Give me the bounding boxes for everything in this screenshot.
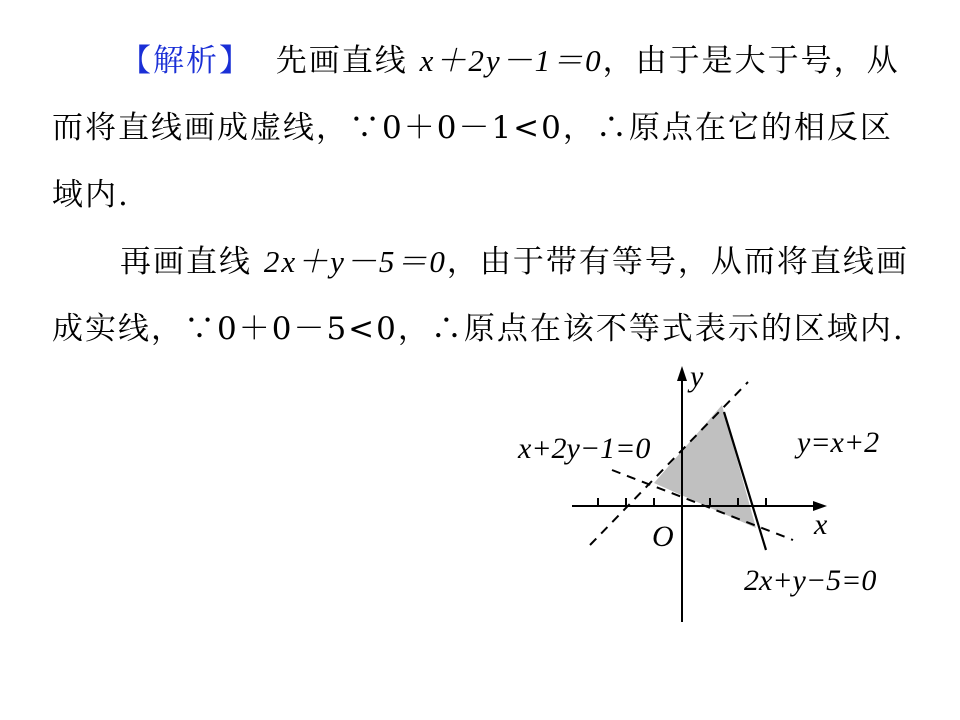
origin-label: O bbox=[652, 520, 674, 553]
label-dashed-line-1: x+2y−1=0 bbox=[518, 432, 651, 465]
para1-text-2: ，由于是大于号，从而将直线画成虚线，∵0＋0－1<0，∴原点在它的相反区域内. bbox=[52, 43, 900, 213]
x-axis-label: x bbox=[814, 508, 828, 541]
para1-equation: x＋2y－1＝0 bbox=[419, 43, 603, 78]
y-axis-arrow bbox=[677, 366, 687, 381]
y-axis-label: y bbox=[690, 360, 704, 393]
para1-text-1: 先画直线 bbox=[275, 43, 408, 79]
analysis-tag: 【解析】 bbox=[120, 43, 252, 79]
label-solid-line: 2x+y−5=0 bbox=[744, 564, 877, 597]
para2-equation: 2x＋y－5＝0 bbox=[263, 244, 447, 279]
para2-text-1: 再画直线 bbox=[120, 244, 252, 280]
label-dashed-line-2: y=x+2 bbox=[797, 426, 880, 459]
para2-text-2: ，由于带有等号，从而将直线画成实线，∵0＋0－5<0，∴原点在该不等式表示的区域内. bbox=[52, 244, 909, 347]
